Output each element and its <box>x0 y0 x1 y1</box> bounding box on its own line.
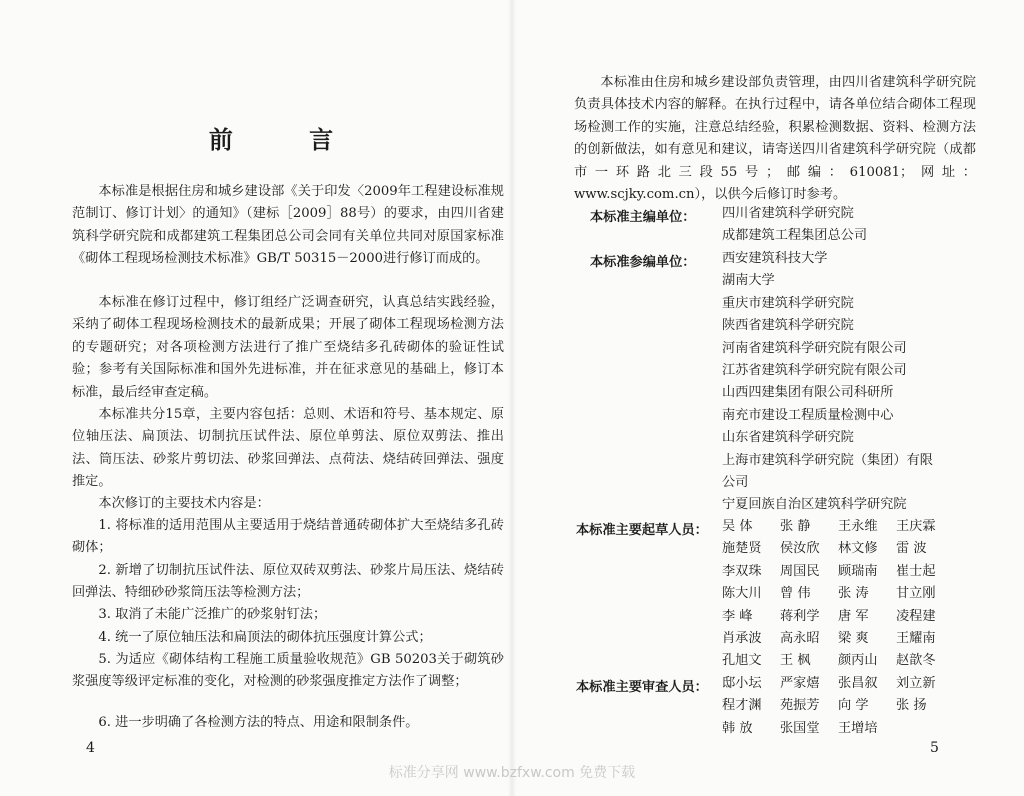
drafter-name: 雷 波 <box>896 541 927 557</box>
participating-unit: 陕西省建筑科学研究院 <box>722 318 854 334</box>
drafter-name: 王耀南 <box>896 630 936 646</box>
preface-paragraph-2: 本标准在修订过程中，修订组经广泛调查研究，认真总结实践经验，采纳了砌体工程现场检测技术的最新成果；开展了砌体工程现场检测方法的专题研究；对各项检测方法进行了推广至烧结多孔砖砌体的验证性试验；参考有关国际标准和国外先进标准，并在征求意见的基础上，修订本标准，最后经审查定稿。 <box>72 295 504 400</box>
revision-item-5: 5. 为适应《砌体结构工程施工质量验收规范》GB 50203关于砌筑砂浆强度等级评定标准的变化，对检测的砂浆强度推定方法作了调整； <box>72 652 504 690</box>
reviewer-name: 张 扬 <box>896 698 927 714</box>
revision-item-2: 2. 新增了切制抗压试件法、原位双砖双剪法、砂浆片局压法、烧结砖回弹法、特细砂砂浆筒压法等检测方法； <box>72 563 504 601</box>
drafter-name: 高永昭 <box>780 630 820 646</box>
chief-unit: 成都建筑工程集团总公司 <box>722 228 868 244</box>
reviewer-name: 韩 放 <box>722 720 753 736</box>
reviewer-name: 王增培 <box>838 720 878 736</box>
revision-item-6: 6. 进一步明确了各检测方法的特点、用途和限制条件。 <box>98 715 419 730</box>
reviewer-name: 严家熺 <box>780 676 820 691</box>
drafter-name: 赵歆冬 <box>896 653 936 669</box>
drafter-name: 张 静 <box>780 519 811 534</box>
revision-item-1: 1. 将标准的适用范围从主要适用于烧结普通砖砌体扩大至烧结多孔砖砌体； <box>72 518 504 556</box>
reviewers-label: 本标准主要审查人员： <box>576 680 708 695</box>
drafter-name: 梁 爽 <box>838 630 869 646</box>
right-page <box>512 0 1024 796</box>
drafter-name: 王庆霖 <box>896 519 936 534</box>
management-paragraph: 本标准由住房和城乡建设部负责管理，由四川省建筑科学研究院负责具体技术内容的解释。在执行过程中，请各单位结合砌体工程现场检测工作的实施，注意总结经验，积累检测数据、资料、检测方法的创新做法，如有意见和建议，请寄送四川省建筑科学研究院（成都市一环路北三段55号；邮编：610081；网址：www.scjky.com.cn），以供今后修订时参考。 <box>574 75 976 203</box>
drafter-name: 施楚贤 <box>722 541 762 557</box>
drafter-name: 孔旭文 <box>722 653 762 669</box>
drafter-name: 张 涛 <box>838 586 869 602</box>
participating-unit: 南充市建设工程质量检测中心 <box>722 407 894 423</box>
participating-unit: 山东省建筑科学研究院 <box>722 430 854 446</box>
reviewer-name: 邸小坛 <box>722 676 762 691</box>
drafter-name: 吴 体 <box>722 519 753 534</box>
drafter-name: 李 峰 <box>722 608 753 624</box>
reviewer-name <box>896 718 954 740</box>
participating-units-list <box>722 248 933 517</box>
drafter-name: 崔士起 <box>896 563 936 579</box>
drafter-name: 侯汝欣 <box>780 541 820 557</box>
participating-unit: 西安建筑科技大学 <box>722 251 828 266</box>
revision-item-4: 4. 统一了原位轴压法和扁顶法的砌体抗压强度计算公式； <box>98 630 432 645</box>
reviewers-grid <box>722 673 954 740</box>
drafter-name: 甘立刚 <box>896 586 936 602</box>
drafter-name: 顾瑞南 <box>838 563 878 579</box>
drafter-name: 蒋利学 <box>780 608 820 624</box>
drafter-name: 李双珠 <box>722 563 762 579</box>
revision-intro: 本次修订的主要技术内容是： <box>98 496 270 511</box>
drafter-name: 肖承波 <box>722 630 762 646</box>
drafter-name: 周国民 <box>780 563 820 579</box>
page-number-right: 5 <box>930 740 939 756</box>
reviewer-name: 向 学 <box>838 698 869 714</box>
participating-unit: 上海市建筑科学研究院（集团）有限 <box>722 452 933 468</box>
participating-unit: 湖南大学 <box>722 273 775 289</box>
page-number-left: 4 <box>86 740 95 756</box>
drafters-grid <box>722 516 954 673</box>
participating-unit: 山西四建集团有限公司科研所 <box>722 385 894 401</box>
drafter-name: 唐 军 <box>838 608 869 624</box>
drafter-name: 曾 伟 <box>780 586 811 602</box>
drafter-name: 颜丙山 <box>838 653 878 669</box>
preface-paragraph-1: 本标准是根据住房和城乡建设部《关于印发〈2009年工程建设标准规范制订、修订计划〉的通知》（建标［2009］88号）的要求，由四川省建筑科学研究院和成都建筑工程集团总公司会同有关单位共同对原国家标准《砌体工程现场检测技术标准》GB/T 50315－2000进行修订而成的。 <box>72 184 504 267</box>
chief-unit: 四川省建筑科学研究院 <box>722 206 854 221</box>
participating-units-label: 本标准参编单位： <box>590 255 696 270</box>
participating-unit: 江苏省建筑科学研究院有限公司 <box>722 363 907 379</box>
drafter-name: 林文修 <box>838 541 878 557</box>
revision-item-3: 3. 取消了未能广泛推广的砂浆射钉法； <box>98 607 327 622</box>
reviewer-name: 程才渊 <box>722 698 762 714</box>
drafter-name: 王 枫 <box>780 653 811 669</box>
chief-units-list <box>722 203 867 248</box>
watermark-text: 标准分享网 www.bzfxw.com 免费下载 <box>388 765 636 781</box>
reviewer-name: 张国堂 <box>780 720 820 736</box>
drafter-name: 王永维 <box>838 519 878 534</box>
reviewer-name: 张昌叙 <box>838 676 878 691</box>
chief-units-label: 本标准主编单位： <box>590 210 696 225</box>
participating-unit: 宁夏回族自治区建筑科学研究院 <box>722 497 907 513</box>
drafter-name: 凌程建 <box>896 608 936 624</box>
reviewer-name: 刘立新 <box>896 676 936 691</box>
drafters-label: 本标准主要起草人员： <box>576 523 708 538</box>
reviewer-name: 苑振芳 <box>780 698 820 714</box>
participating-unit: 河南省建筑科学研究院有限公司 <box>722 340 907 356</box>
drafter-name: 陈大川 <box>722 586 762 602</box>
participating-unit: 公司 <box>722 475 749 491</box>
preface-title: 前 言 <box>208 125 368 154</box>
participating-unit: 重庆市建筑科学研究院 <box>722 295 854 311</box>
preface-paragraph-3: 本标准共分15章，主要内容包括：总则、术语和符号、基本规定、原位轴压法、扁顶法、切制抗压试件法、原位单剪法、原位双剪法、推出法、筒压法、砂浆片剪切法、砂浆回弹法、点荷法、烧结砖回弹法、强度推定。 <box>72 407 504 490</box>
